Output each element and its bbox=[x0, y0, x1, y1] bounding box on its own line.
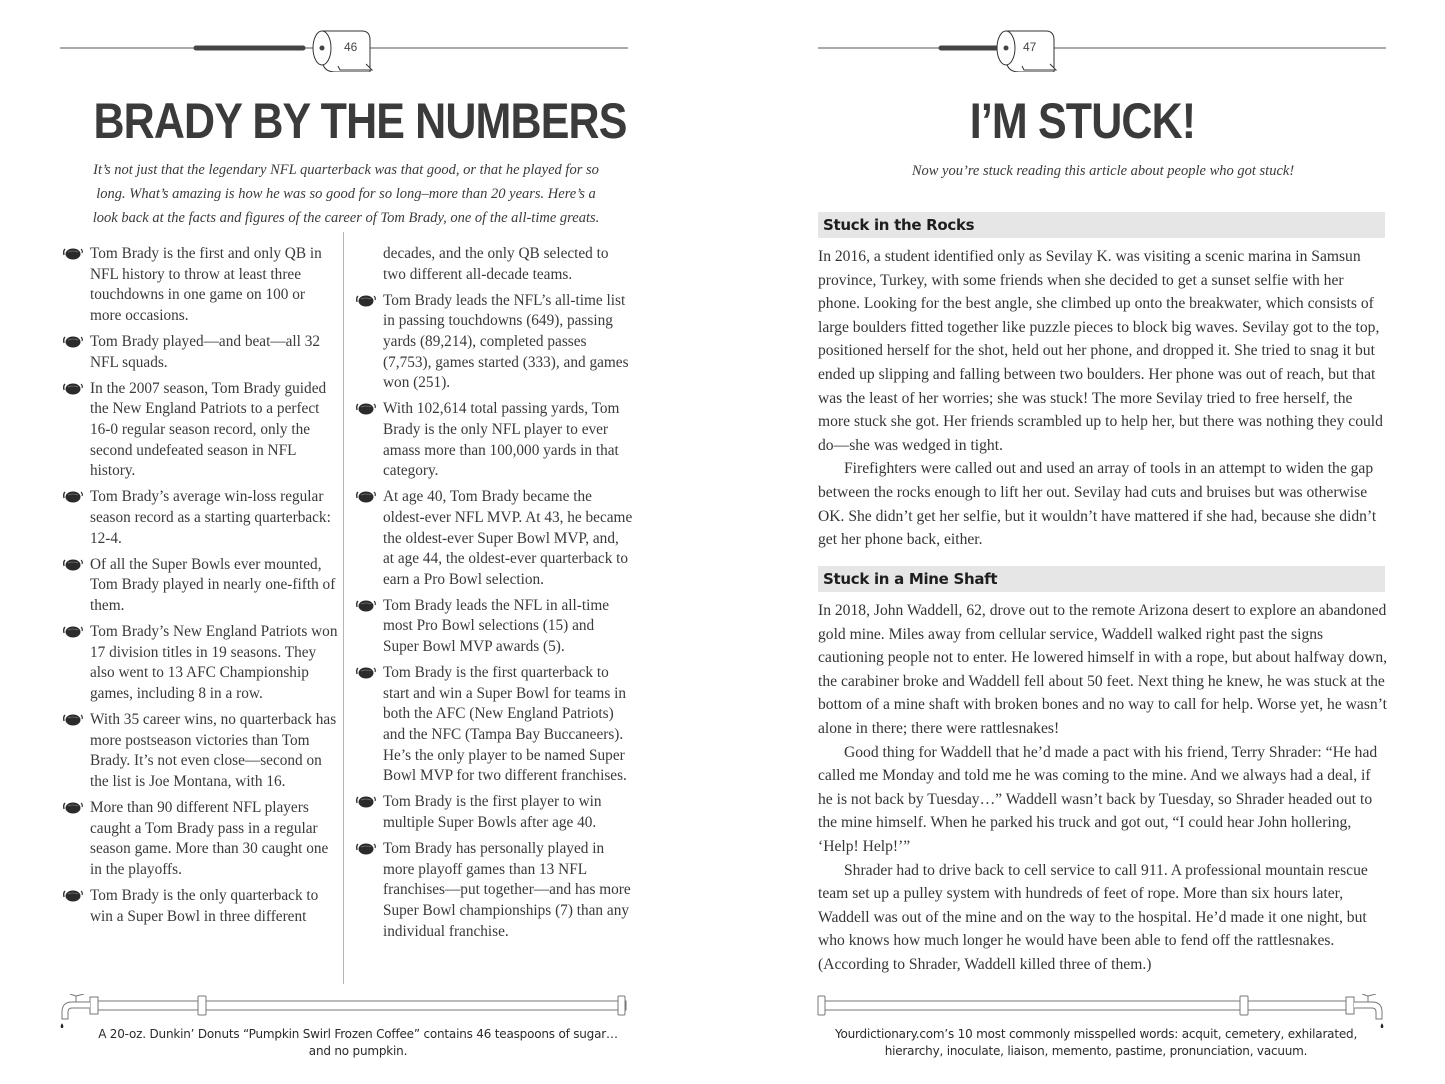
bullet-item bbox=[353, 792, 633, 833]
bullet-text: Tom Brady played—and beat—all 32 NFL squads. bbox=[90, 332, 321, 371]
page-title: I’M STUCK! bbox=[969, 93, 1196, 149]
page-number: 47 bbox=[1023, 40, 1037, 54]
bullet-item bbox=[353, 596, 633, 658]
page-header bbox=[818, 28, 1388, 72]
bullet-item bbox=[60, 487, 340, 549]
toilet-roll-icon bbox=[818, 28, 1388, 72]
paragraph: Shrader had to drive back to cell service to call 911. A professional mountain rescue team set up a pulley system with hundreds of feet of rope. More than six hours later, Waddell was out of the mine and on the way to the hospital. He’d made it one night, but who knows how much longer he would have been able to fend off the rattlesnakes. (According to Shrader, Waddell killed three of them.) bbox=[818, 861, 1368, 973]
bullet-text: More than 90 different NFL players caught a Tom Brady pass in a regular season game. More than 30 caught one in the playoffs. bbox=[90, 799, 329, 878]
page-header bbox=[60, 28, 630, 72]
football-icon bbox=[355, 490, 377, 504]
football-icon bbox=[355, 402, 377, 416]
bullet-item bbox=[353, 291, 633, 394]
page-footer bbox=[58, 994, 630, 1064]
column-divider bbox=[343, 232, 344, 984]
football-icon bbox=[355, 294, 377, 308]
football-icon bbox=[62, 382, 84, 396]
bullet-column-2 bbox=[353, 244, 633, 948]
section-heading: Stuck in the Rocks bbox=[818, 212, 1385, 238]
football-icon bbox=[62, 490, 84, 504]
bullet-item bbox=[60, 710, 340, 792]
bullet-text: Tom Brady is the first player to win multiple Super Bowls after age 40. bbox=[383, 793, 602, 831]
bullet-item bbox=[60, 332, 340, 373]
football-icon bbox=[62, 247, 84, 261]
bullet-text: In the 2007 season, Tom Brady guided the New England Patriots to a perfect 16-0 regular season record, only the second undefeated season in NFL history. bbox=[90, 379, 327, 480]
bullet-item bbox=[60, 622, 340, 704]
football-icon bbox=[62, 713, 84, 727]
bullet-text: Of all the Super Bowls ever mounted, Tom Brady played in nearly one-fifth of them. bbox=[90, 555, 336, 614]
bullet-text: Tom Brady’s New England Patriots won 17 division titles in 19 seasons. They also went to 13 AFC Championship games, including 8 in a row. bbox=[90, 623, 338, 702]
footer-trivia: A 20-oz. Dunkin’ Donuts “Pumpkin Swirl Frozen Coffee” contains 46 teaspoons of sugar…and no pumpkin. bbox=[98, 1027, 618, 1058]
bullet-item bbox=[353, 487, 633, 590]
left-page bbox=[0, 0, 720, 1084]
right-page bbox=[720, 0, 1445, 1084]
bullet-text: Tom Brady leads the NFL in all-time most Pro Bowl selections (15) and Super Bowl MVP awards (5). bbox=[383, 596, 610, 656]
bullet-text: Tom Brady’s average win-loss regular season record as a starting quarterback: 12-4. bbox=[90, 488, 331, 547]
football-icon bbox=[355, 599, 377, 613]
bullet-item bbox=[60, 886, 340, 927]
bullet-text: At age 40, Tom Brady became the oldest-ever NFL MVP. At 43, he became the oldest-ever Super Bowl MVP, and, at age 44, the oldest-ever quarterback to earn a Pro Bowl selection. bbox=[383, 488, 633, 588]
section-body bbox=[818, 245, 1388, 552]
bullet-text: Tom Brady leads the NFL’s all-time list in passing touchdowns (649), passing yards (89,214), completed passes (7,753), games started (333), and games won (251). bbox=[383, 291, 629, 392]
bullet-continuation: decades, and the only QB selected to two different all-decade teams. bbox=[383, 245, 609, 283]
bullet-item bbox=[353, 399, 633, 481]
bullet-text: Tom Brady has personally played in more playoff games than 13 NFL franchises—put together—and has more Super Bowl championships (7) than any individual franchise. bbox=[383, 840, 631, 940]
football-icon bbox=[355, 842, 377, 856]
bullet-item bbox=[60, 379, 340, 482]
bullet-text: Tom Brady is the first quarterback to start and win a Super Bowl for teams in both the AFC (New England Patriots) and the NFC (Tampa Bay Buccaneers). He’s the only player to be named Super Bowl MVP for two different franchises. bbox=[383, 664, 627, 785]
paragraph: In 2018, John Waddell, 62, drove out to the remote Arizona desert to explore an abandoned gold mine. Miles away from cellular service, Waddell walked right past the signs cautioning people not to enter. He lowered himself in with a rope, but about halfway down, the carabiner broke and Waddell fell about 50 feet. Next thing he knew, he was stuck at the bottom of a mine shaft with broken bones and no way to call for help. Worse yet, he wasn’t alone in there; there were rattlesnakes! bbox=[818, 602, 1388, 737]
bullet-item bbox=[353, 839, 633, 942]
bullet-text: With 102,614 total passing yards, Tom Brady is the only NFL player to ever amass more than 100,000 yards in that category. bbox=[383, 400, 620, 480]
paragraph: Good thing for Waddell that he’d made a pact with his friend, Terry Shrader: “He had called me Monday and told me he was coming to the mine. And we always had a deal, if he is not back by Tuesday…” Waddell wasn’t back by Tuesday, so Shrader headed out to the mine himself. When he parked his truck and got out, “I could hear John hollering, ‘Help! Help!’” bbox=[818, 743, 1378, 855]
bullet-item bbox=[60, 555, 340, 617]
bullet-text: Tom Brady is the first and only QB in NFL history to throw at least three touchdowns in one game on 100 or more occasions. bbox=[90, 245, 322, 324]
paragraph: Firefighters were called out and used an array of tools in an attempt to widen the gap between the rocks enough to lift her out. Sevilay had cuts and bruises but was otherwise OK. She didn’t get her selfie, but it wouldn’t have mattered if she had, because she didn’t get her phone back, either. bbox=[818, 460, 1377, 549]
football-icon bbox=[62, 335, 84, 349]
bullet-item bbox=[60, 244, 340, 326]
intro-text: Now you’re stuck reading this article about people who got stuck! bbox=[911, 163, 1295, 179]
paragraph: In 2016, a student identified only as Sevilay K. was visiting a scenic marina in Samsun province, Turkey, with some friends when she decided to get a sunset selfie with her phone. Looking for the best angle, she climbed up onto the breakwater, which consists of large boulders fitted together like puzzle pieces to block big waves. Sevilay got to the top, positioned herself for the shot, held out her phone, and dropped it. She tried to snag it but ended up slipping and falling between two boulders. Her phone was out of reach, but that was the least of her worries; she was stuck! The more Sevilay tried to free herself, the more stuck she got. Her friends scrambled up to help her, but there was nothing they could do—she was wedged in tight. bbox=[818, 248, 1383, 454]
football-icon bbox=[355, 795, 377, 809]
bullet-column-1 bbox=[60, 244, 340, 933]
football-icon bbox=[62, 558, 84, 572]
football-icon bbox=[62, 889, 84, 903]
section-heading: Stuck in a Mine Shaft bbox=[818, 566, 1385, 592]
page-title: BRADY BY THE NUMBERS bbox=[93, 93, 627, 149]
football-icon bbox=[62, 625, 84, 639]
section-body bbox=[818, 599, 1388, 977]
intro-text: It’s not just that the legendary NFL quarterback was that good, or that he played for so long. What’s amazing is how he was so good for so long–more than 20 years. Here’s a look back at the facts and figures of the career of Tom Brady, one of the all-time greats. bbox=[92, 162, 600, 226]
football-icon bbox=[62, 801, 84, 815]
footer-trivia: Yourdictionary.com’s 10 most commonly misspelled words: acquit, cemetery, exhilarated, hierarchy, inoculate, liaison, memento, pastime, pronunciation, vacuum. bbox=[834, 1027, 1358, 1058]
bullet-text: With 35 career wins, no quarterback has more postseason victories than Tom Brady. It’s not even close—second on the list is Joe Montana, with 16. bbox=[90, 711, 337, 790]
bullet-item bbox=[60, 798, 340, 880]
football-icon bbox=[355, 666, 377, 680]
page-number: 46 bbox=[344, 40, 358, 54]
page-footer bbox=[816, 994, 1388, 1064]
bullet-text: Tom Brady is the only quarterback to win a Super Bowl in three different bbox=[90, 886, 319, 925]
bullet-item bbox=[353, 663, 633, 787]
